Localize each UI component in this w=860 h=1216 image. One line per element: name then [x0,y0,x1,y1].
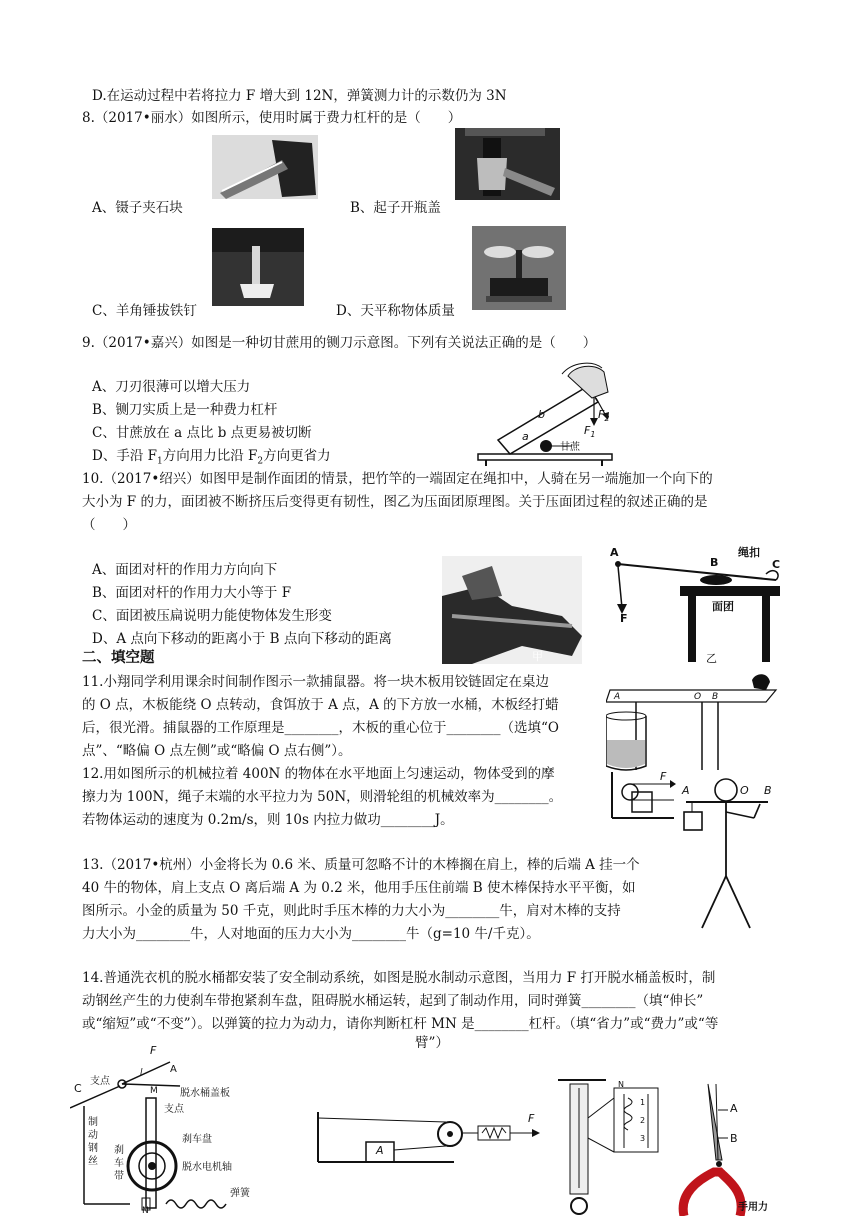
q9-option-c: C、甘蔗放在 a 点比 b 点更易被切断 [92,425,312,441]
q10-fig-label-A: A [610,546,619,559]
q12-line2: 擦力为 100N，绳子末端的水平拉力为 50N，则滑轮组的机械效率为________。 [82,789,563,805]
q14-fig-M: M [150,1086,158,1096]
brake-system-diagram [70,1032,292,1216]
q12-line1: 12.用如图所示的机械拉着 400N 的物体在水平地面上匀速运动，物体受到的摩 [82,766,555,782]
q10-fig-label-jia: 甲 [532,650,543,663]
q14-fig-N: N [142,1206,149,1216]
q9-fig-label-b: b [538,408,545,421]
q10-option-d: D、A 点向下移动的距离小于 B 点向下移动的距离 [92,631,392,647]
bottom-pulley-F: F [528,1112,535,1125]
horizontal-pulley-diagram [314,1110,544,1168]
q11-line2: 的 O 点，木板能绕 O 点转动，食饵放于 A 点，A 的下方放一水桶，木板经打蜡 [82,697,559,713]
q14-fig-A: A [170,1064,177,1075]
guillotine-diagram [476,362,614,470]
q8-stem: 8.（2017•丽水）如图所示，使用时属于费力杠杆的是（ ） [82,110,462,126]
q10-fig-label-B: B [710,556,719,569]
q14-fig-motor-shaft: 脱水电机轴 [182,1162,232,1173]
bottom-pulley-A: A [376,1144,384,1157]
q14-fig-lid: 脱水桶盖板 [180,1088,230,1099]
q7-option-d: D.在运动过程中若将拉力 F 增大到 12N，弹簧测力计的示数仍为 3N [92,88,507,104]
q13-line4: 力大小为________牛，人对地面的压力大小为________牛（g=10 牛/千克）。 [82,926,540,942]
bottle-opener-photo [455,128,560,200]
bottom-spring-N: N [618,1080,624,1089]
q14-fig-fulcrum2: 支点 [164,1104,184,1115]
q14-fig-spring: 弹簧 [230,1188,250,1199]
q11-fig-label-B: B [712,692,719,702]
q13-fig-label-A: A [682,784,690,797]
q9-fig-label-sugarcane: 甘蔗 [560,442,580,453]
q13-fig-label-B: B [764,784,772,797]
q14-line1: 14.普通洗衣机的脱水桶都安装了安全制动系统，如图是脱水制动示意图，当用力 F 打开脱水桶盖板时，制 [82,970,716,986]
q11-line1: 11.小翔同学利用课余时间制作图示一款捕鼠器。将一块木板用铰链固定在桌边 [82,674,549,690]
q14-line4: 臂”） [415,1035,449,1051]
q10-option-a: A、面团对杆的作用力方向向下 [92,562,278,578]
q11-fig-label-O: O [694,692,702,702]
q11-line3: 后，很光滑。捕鼠器的工作原理是________，木板的重心位于________（选填“O [82,720,559,736]
q8-option-a: A、镊子夹石块 [92,200,183,216]
q12-line3: 若物体运动的速度为 0.2m/s，则 10s 内拉力做功________J。 [82,812,454,828]
q10-option-b: B、面团对杆的作用力大小等于 F [92,585,292,601]
q10-stem-line2: 大小为 F 的力，面团被不断挤压后变得更有韧性，图乙为压面团原理图。关于压面团过程的叙述正确的是 [82,494,708,510]
q11-fig-label-A: A [614,692,621,702]
bottom-spring-1: 1 [640,1098,646,1107]
mousetrap-diagram [606,670,782,774]
q13-line2: 40 牛的物体，肩上支点 O 离后端 A 为 0.2 米，他用手压住前端 B 使木棒保持水平平衡，如 [82,880,636,896]
q13-fig-label-O: O [740,784,749,797]
q14-fig-l: l [140,1068,143,1078]
dough-press-diagram [606,544,784,666]
q13-line1: 13.（2017•杭州）小金将长为 0.6 米、质量可忽略不计的木棒搁在肩上，棒的后端 A 挂一个 [82,857,640,873]
q14-fig-fulcrum: 支点 [90,1076,110,1087]
shoulder-stick-diagram [682,772,774,932]
q12-fig-label-F: F [660,770,667,783]
bottom-scissors-hand: 手用力 [738,1202,768,1213]
q10-stem-line1: 10.（2017•绍兴）如图甲是制作面团的情景，把竹竿的一端固定在绳扣中，人骑在另一端施加一个向下的 [82,471,713,487]
q14-line2: 动钢丝产生的力使刹车带抱紧刹车盘，阻碍脱水桶运转，起到了制动作用，同时弹簧________（填“伸长” [82,993,704,1009]
q10-fig-label-rope: 绳扣 [738,546,760,559]
q8-option-b: B、起子开瓶盖 [350,200,441,216]
q14-fig-brake-disc: 刹车盘 [182,1134,212,1145]
q9-fig-label-f1: $F_1$ [584,424,596,440]
dough-photo [442,556,582,664]
q9-stem: 9.（2017•嘉兴）如图是一种切甘蔗用的铡刀示意图。下列有关说法正确的是（ ） [82,335,597,351]
q8-option-c: C、羊角锤拔铁钉 [92,303,197,319]
pulley-block-diagram [610,770,676,822]
section-title: 二、填空题 [82,650,155,666]
scissors-diagram [676,1080,786,1216]
bottom-spring-2: 2 [640,1116,646,1125]
q10-fig-label-dough: 面团 [712,600,734,613]
q9-option-a: A、刀刃很薄可以增大压力 [92,379,251,395]
bottom-scissors-B: B [730,1132,738,1145]
q10-fig-label-yi: 乙 [706,652,717,665]
q10-fig-label-C: C [772,558,781,571]
q9-fig-label-a: a [522,430,529,443]
q13-line3: 图所示。小金的质量为 50 千克，则此时手压木棒的力大小为________牛，肩对木棒的支持 [82,903,621,919]
q14-fig-C: C [74,1082,82,1095]
q11-line4: 点”、“略偏 O 点左侧”或“略偏 O 点右侧”）。 [82,743,352,759]
q14-fig-F: F [150,1044,157,1057]
claw-hammer-photo [212,228,304,306]
q9-fig-label-f2: $F_2$ [598,408,610,424]
q10-stem-line3: （ ） [82,517,136,533]
bottom-spring-3: 3 [640,1134,646,1143]
tweezers-photo [212,135,318,199]
q10-fig-label-F: F [620,612,628,625]
balance-photo [472,226,566,310]
q9-option-d: D、手沿 $F_1$方向用力比沿 $F_2$方向更省力 [92,448,331,467]
q8-option-d: D、天平称物体质量 [336,303,455,319]
q14-fig-wire: 制动钢丝 [88,1117,98,1167]
bottom-scissors-A: A [730,1102,738,1115]
spring-balance-diagram [556,1078,664,1216]
q10-option-c: C、面团被压扁说明力能使物体发生形变 [92,608,332,624]
q14-line3: 或“缩短”或“不变”）。以弹簧的拉力为动力，请你判断杠杆 MN 是________杠杆。（填“省力”或“费力”或“等 [82,1016,719,1032]
q14-fig-band: 刹车带 [114,1145,124,1182]
q9-option-b: B、铡刀实质上是一种费力杠杆 [92,402,278,418]
